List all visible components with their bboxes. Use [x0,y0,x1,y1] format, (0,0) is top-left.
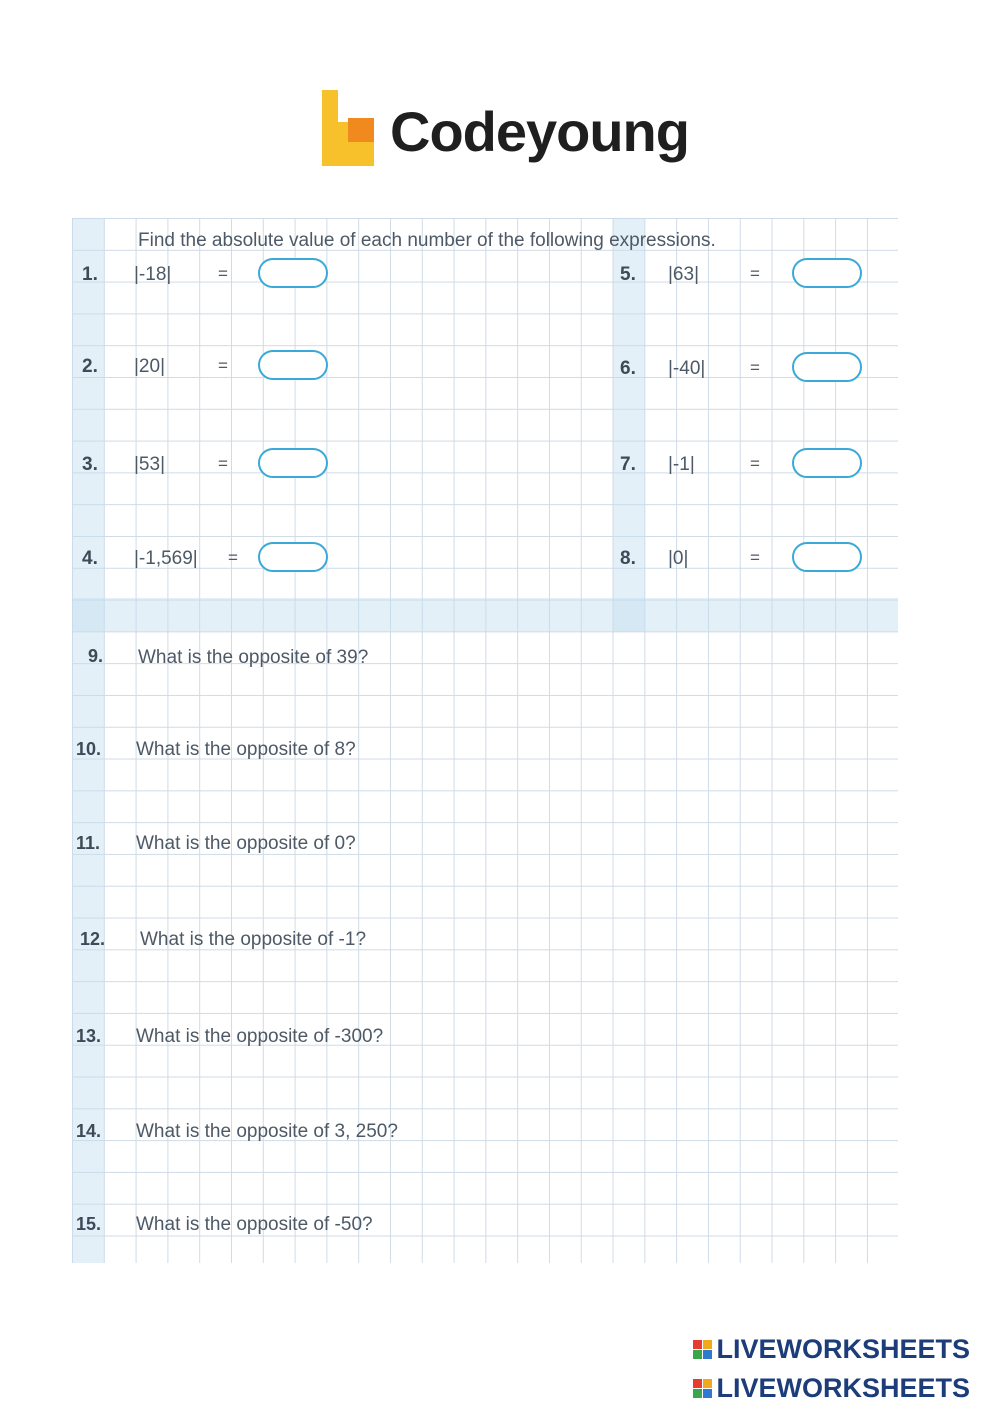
absolute-item [82,258,382,298]
equals-sign: = [228,548,238,567]
item-expression: |63| [668,264,700,285]
answer-input[interactable] [792,258,862,288]
absolute-item [82,542,382,582]
liveworksheets-icon [693,1379,712,1398]
codeyoung-logo [318,88,698,178]
item-number: 1. [82,264,98,285]
question-text: What is the opposite of -1? [140,929,367,950]
item-number: 6. [620,358,636,379]
absolute-item [620,542,880,582]
question-number: 9. [88,646,104,666]
item-expression: |-40| [668,358,706,379]
equals-sign: = [218,356,228,375]
item-number: 4. [82,548,98,569]
answer-input[interactable] [258,258,328,288]
item-number: 5. [620,264,636,285]
absolute-item [82,448,382,488]
answer-input[interactable] [792,448,862,478]
item-number: 2. [82,356,98,377]
question-number: 11. [76,833,101,853]
answer-input[interactable] [792,352,862,382]
item-expression: |-18| [134,264,172,285]
liveworksheets-brand [693,1334,970,1365]
question-number: 13. [76,1026,102,1046]
equals-sign: = [218,264,228,283]
absolute-item [620,448,880,488]
question-text: What is the opposite of -50? [136,1214,373,1235]
item-number: 7. [620,454,636,475]
equals-sign: = [750,548,760,567]
question-text: What is the opposite of -300? [136,1026,384,1047]
liveworksheets-label: LIVEWORKSHEETS [716,1373,970,1403]
brand-name: Codeyoung [390,100,689,163]
question-text: What is the opposite of 3, 250? [136,1121,398,1142]
question-text: What is the opposite of 39? [138,647,369,668]
answer-input[interactable] [258,448,328,478]
item-expression: |-1,569| [134,548,198,569]
equals-sign: = [750,358,760,377]
answer-input[interactable] [258,542,328,572]
liveworksheets-brand [693,1373,970,1404]
worksheet-grid [72,218,898,1263]
absolute-item [620,352,880,392]
item-expression: |-1| [668,454,695,475]
instruction-text: Find the absolute value of each number of the following expressions. [138,230,716,251]
liveworksheets-icon [693,1340,712,1359]
question-text: What is the opposite of 0? [136,833,356,854]
answer-input[interactable] [258,350,328,380]
codeyoung-logo-icon [318,88,378,168]
question-number: 12. [80,929,106,949]
absolute-item [82,350,382,390]
item-expression: |53| [134,454,166,475]
equals-sign: = [750,454,760,473]
grid-band-row [72,598,898,632]
question-number: 10. [76,739,102,759]
item-number: 8. [620,548,636,569]
question-number: 15. [76,1214,102,1234]
question-text: What is the opposite of 8? [136,739,356,760]
item-expression: |20| [134,356,166,377]
answer-input[interactable] [792,542,862,572]
item-expression: |0| [668,548,689,569]
item-number: 3. [82,454,98,475]
absolute-item [620,258,880,298]
equals-sign: = [218,454,228,473]
question-number: 14. [76,1121,102,1141]
liveworksheets-label: LIVEWORKSHEETS [716,1334,970,1364]
equals-sign: = [750,264,760,283]
